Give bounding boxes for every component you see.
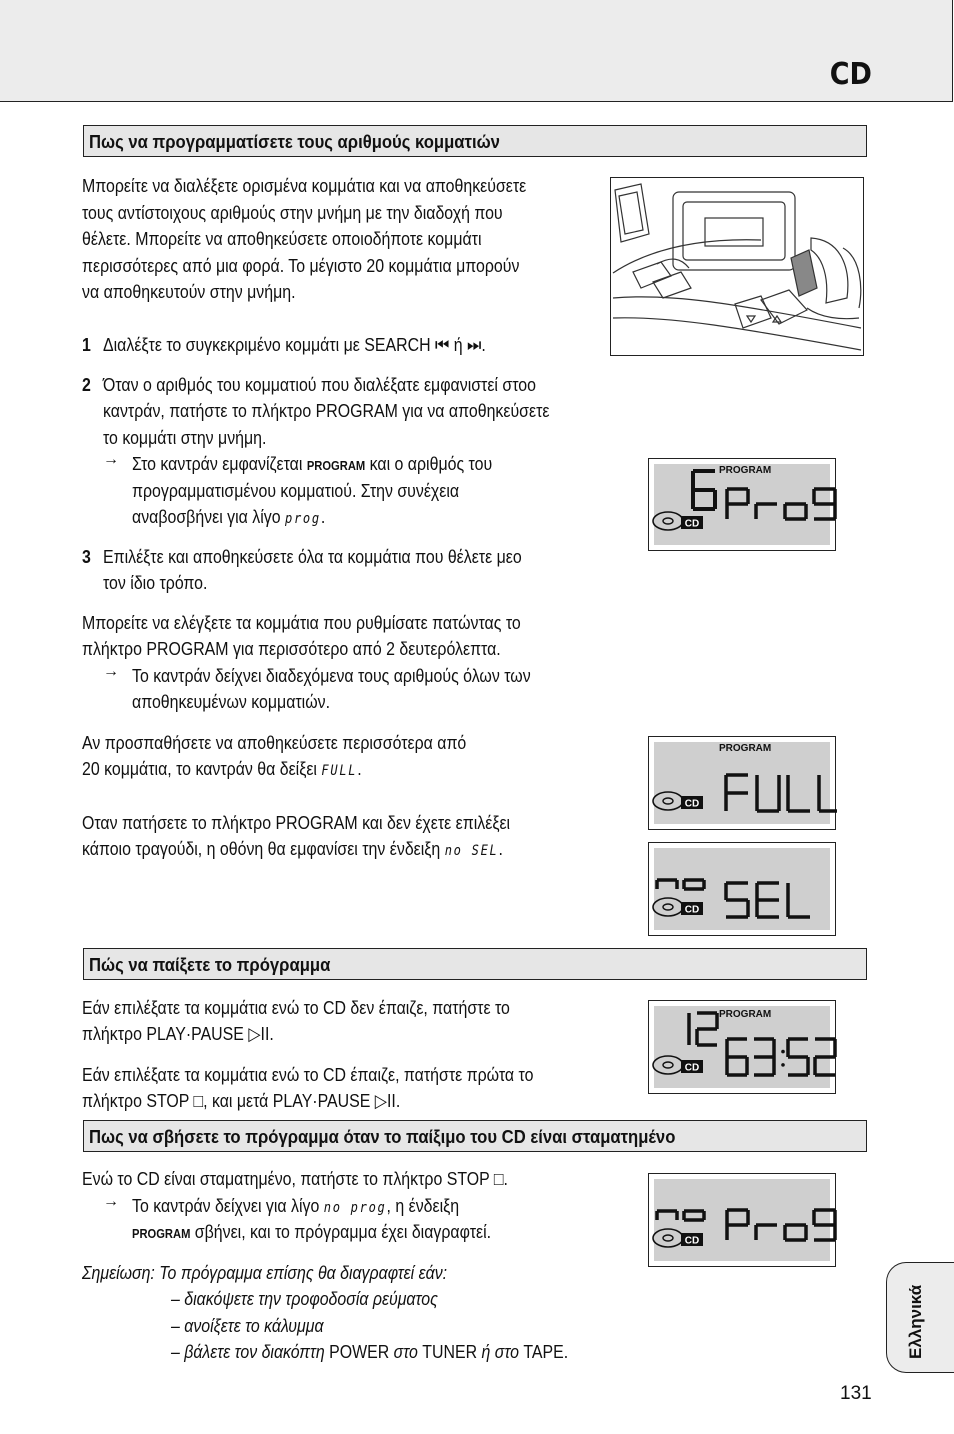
device-illustration xyxy=(610,177,864,356)
page-header xyxy=(0,0,953,102)
program-indicator: PROGRAM xyxy=(719,1009,772,1020)
cd-label: CD xyxy=(684,1235,700,1247)
review-result-line: Το καντράν δείχνει διαδεχόμενα τους αριθμούς όλων των xyxy=(132,665,531,686)
intro-line: τους αντίστοιχους αριθμούς στην μνήμη με την διαδοχή που xyxy=(82,202,503,223)
intro-line: περισσότερες από μια φορά. Το μέγιστο 20 κομμάτια μπορούν xyxy=(82,255,520,276)
play-line: Εάν επιλέξατε τα κομμάτια ενώ το CD έπαιζε, πατήστε πρώτα το xyxy=(82,1064,534,1085)
lcd-display-time xyxy=(648,1000,836,1094)
nosel-line: Οταν πατήσετε το πλήκτρο PROGRAM και δεν έχετε επιλέξει xyxy=(82,812,511,833)
erase-result-line2 xyxy=(132,1219,491,1248)
program-indicator: PROGRAM xyxy=(306,458,366,473)
arrow-icon: → xyxy=(103,451,119,468)
lcd-segments xyxy=(649,843,837,937)
section-title-text: Πώς να παίξετε το πρόγραμμα xyxy=(89,954,331,975)
result-text: Το καντράν δείχνει για λίγο xyxy=(132,1195,320,1216)
lcd-display-prog xyxy=(648,458,836,551)
result-text: και ο αριθμός του xyxy=(369,453,493,474)
cd-label: CD xyxy=(684,518,700,530)
step-3-line: τον ίδιο τρόπο. xyxy=(103,572,208,593)
step-1-text: Διαλέξτε το συγκεκριμένο κομμάτι με SEARCH ⏮ ή ⏭. xyxy=(103,334,486,355)
step-2-line: Όταν ο αριθμός του κομματιού που διαλέξατε εμφανιστεί στοο xyxy=(103,374,536,395)
lcd-segments xyxy=(649,459,837,552)
note-text: TAPE. xyxy=(523,1341,569,1362)
full-text: 20 κομμάτια, το καντράν θα δείξει xyxy=(82,758,317,779)
step-2-line: το κομμάτι στην μνήμη. xyxy=(103,427,267,448)
lcd-colon-dot xyxy=(781,1050,785,1054)
intro-line: να αποθηκευτούν στην μνήμη. xyxy=(82,281,296,302)
program-indicator: PROGRAM xyxy=(719,743,772,754)
note-text: TUNER xyxy=(422,1341,478,1362)
step-2-result-line: προγραμματισμένου κομματιού. Στην συνέχεια xyxy=(132,480,460,501)
step-number: 3 xyxy=(82,546,91,567)
lcd-text-full: FULL xyxy=(321,763,358,779)
arrow-icon: → xyxy=(103,663,119,680)
step-2-result xyxy=(132,451,492,480)
language-tab-label: Ελληνικά xyxy=(906,1284,925,1359)
result-text: , η ένδειξη xyxy=(386,1195,460,1216)
note-text: POWER xyxy=(329,1341,390,1362)
intro-line: Μπορείτε να διαλέξετε ορισμένα κομμάτια και να αποθηκεύσετε xyxy=(82,175,527,196)
lcd-text-nosel: no SEL xyxy=(444,843,499,859)
result-text: αναβοσβήνει για λίγο xyxy=(132,506,281,527)
lcd-display-noprog xyxy=(648,1173,836,1267)
lcd-text-noprog: no prog xyxy=(323,1200,387,1216)
note-intro: Σημείωση: Το πρόγραμμα επίσης θα διαγραφτεί εάν: xyxy=(82,1262,448,1283)
erase-result xyxy=(132,1193,459,1222)
step-number: 2 xyxy=(82,374,91,395)
program-indicator: PROGRAM xyxy=(719,465,772,476)
step-number: 1 xyxy=(82,334,91,355)
step-2-result-line3: αναβοσβήνει για λίγο prog. xyxy=(132,506,326,527)
section-title-text: Πως να σβήσετε το πρόγραμμα όταν το παίξιμο του CD είναι σταματημένο xyxy=(89,1126,676,1147)
section-title-text: Πως να προγραμματίσετε τους αριθμούς κομματιών xyxy=(89,131,500,152)
note-item: – ανοίξετε το κάλυμμα xyxy=(171,1315,324,1336)
note-item xyxy=(171,1339,568,1366)
intro-line: θέλετε. Μπορείτε να αποθηκεύσετε οποιοδήποτε κομμάτι xyxy=(82,228,482,249)
review-line: πλήκτρο PROGRAM για περισσότερο από 2 δευτερόλεπτα. xyxy=(82,638,501,659)
page-number: 131 xyxy=(840,1383,872,1404)
play-line: πλήκτρο STOP □, και μετά PLAY·PAUSE ▷II. xyxy=(82,1090,401,1111)
cd-label: CD xyxy=(684,904,700,916)
full-line: Αν προσπαθήσετε να αποθηκεύσετε περισσότερα από xyxy=(82,732,467,753)
cd-label: CD xyxy=(684,798,700,810)
note-item: – διακόψετε την τροφοδοσία ρεύματος xyxy=(171,1288,438,1309)
play-line: Εάν επιλέξατε τα κομμάτια ενώ το CD δεν έπαιζε, πατήστε το xyxy=(82,997,510,1018)
note-text: ή στο xyxy=(481,1341,519,1362)
arrow-icon: → xyxy=(103,1193,119,1210)
header-label: CD xyxy=(829,57,872,92)
lcd-segments xyxy=(649,1174,837,1268)
note-text: – βάλετε τον διακόπτη xyxy=(171,1341,325,1362)
lcd-display-nosel xyxy=(648,842,836,936)
section-title-play xyxy=(83,948,867,980)
lcd-segments xyxy=(649,1001,837,1095)
nosel-line: κάποιο τραγούδι, η οθόνη θα εμφανίσει την ένδειξη no SEL. xyxy=(82,838,503,859)
erase-line: Ενώ το CD είναι σταματημένο, πατήστε το πλήκτρο STOP □. xyxy=(82,1168,508,1189)
play-line: πλήκτρο PLAY·PAUSE ▷II. xyxy=(82,1023,274,1044)
result-text: Στο καντράν εμφανίζεται xyxy=(132,453,303,474)
section-title-erase xyxy=(83,1120,867,1152)
note-text: στο xyxy=(393,1341,418,1362)
nosel-text: κάποιο τραγούδι, η οθόνη θα εμφανίσει την ένδειξη xyxy=(82,838,441,859)
program-indicator: PROGRAM xyxy=(132,1226,191,1241)
step-3-line: Επιλέξτε και αποθηκεύσετε όλα τα κομμάτια που θέλετε μεο xyxy=(103,546,522,567)
result-text: σβήνει, και το πρόγραμμα έχει διαγραφτεί. xyxy=(194,1221,492,1242)
cd-label: CD xyxy=(684,1062,700,1074)
full-line: 20 κομμάτια, το καντράν θα δείξει FULL. xyxy=(82,758,362,779)
review-result-line: αποθηκευμένων κομματιών. xyxy=(132,691,331,712)
lcd-display-full xyxy=(648,736,836,830)
lcd-colon-dot xyxy=(781,1063,785,1067)
section-title-programming xyxy=(83,125,867,157)
device-drawing xyxy=(611,178,863,355)
review-line: Μπορείτε να ελέγξετε τα κομμάτια που ρυθμίσατε πατώντας το xyxy=(82,612,521,633)
step-2-line: καντράν, πατήστε το πλήκτρο PROGRAM για να αποθηκεύσετε xyxy=(103,400,550,421)
lcd-text-prog: prog xyxy=(284,511,321,527)
lcd-segments xyxy=(649,737,837,831)
language-tab xyxy=(886,1262,954,1373)
